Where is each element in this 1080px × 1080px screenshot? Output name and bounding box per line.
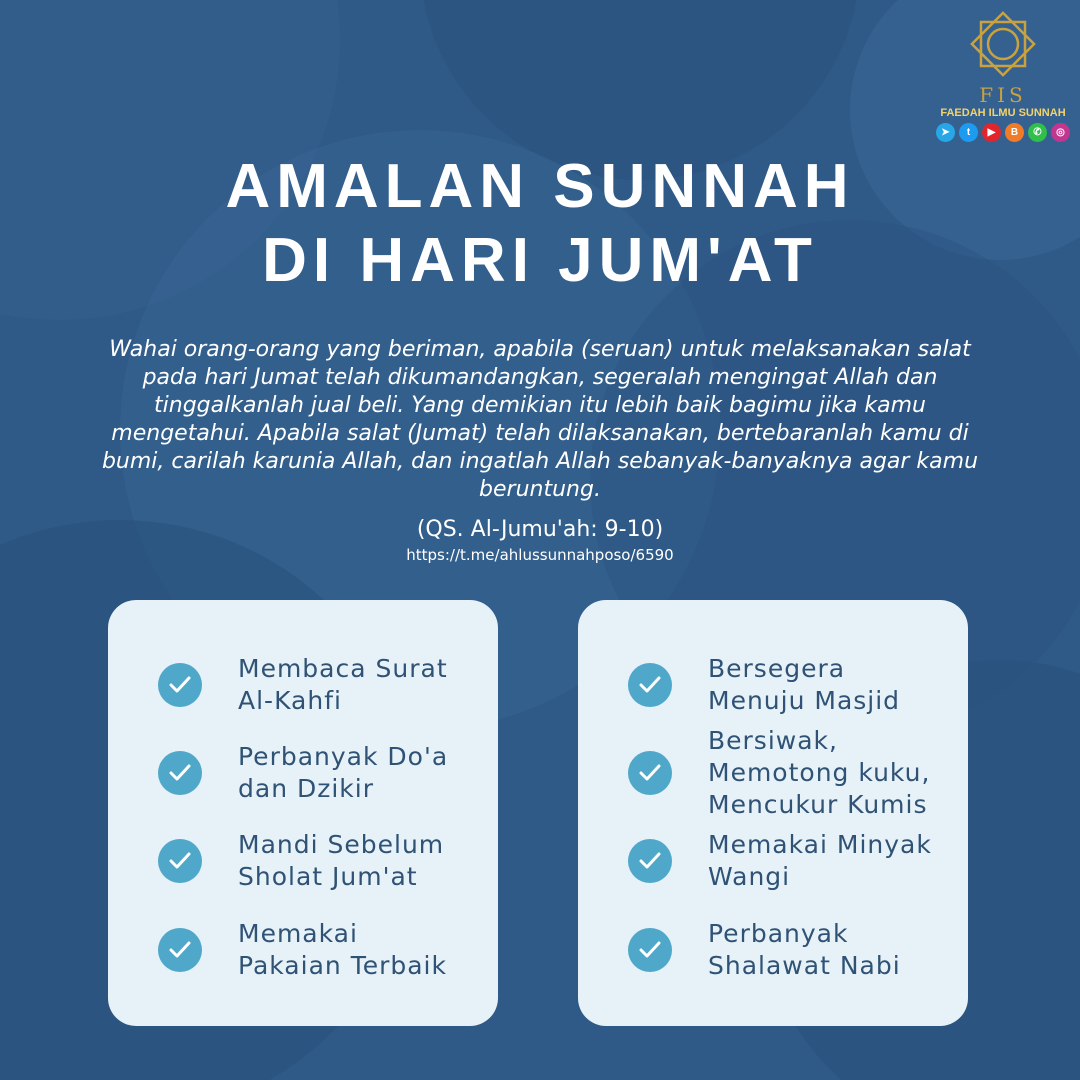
list-item-label: Membaca Surat Al-Kahfi [238,654,448,715]
check-icon [158,663,202,707]
instagram-icon[interactable]: ◎ [1051,123,1070,142]
list-item-label: Perbanyak Do'a dan Dzikir [238,742,449,803]
check-icon [158,928,202,972]
list-item [578,728,968,818]
list-item [108,640,498,730]
sunnah-list-right [578,600,968,1026]
list-item [108,905,498,995]
list-item [578,905,968,995]
title-line-2: DI HARI JUM'AT [262,226,818,295]
check-icon [628,751,672,795]
list-item-label: Bersiwak, Memotong kuku, Mencukur Kumis [708,726,931,819]
brand-name: FIS [979,83,1027,107]
list-item [578,640,968,730]
page-title [0,150,1080,298]
twitter-icon[interactable]: t [959,123,978,142]
list-item [108,728,498,818]
list-item-label: Bersegera Menuju Masjid [708,654,901,715]
list-item [108,816,498,906]
brand-subtitle: FAEDAH ILMU SUNNAH [940,107,1066,119]
title-line-1: AMALAN SUNNAH [225,152,855,221]
check-icon [158,839,202,883]
list-item [578,816,968,906]
brand-logo [932,6,1074,142]
youtube-icon[interactable]: ▶ [982,123,1001,142]
star-emblem-icon [965,6,1041,82]
quote-reference: (QS. Al-Jumu'ah: 9-10) [416,517,664,542]
whatsapp-icon[interactable]: ✆ [1028,123,1047,142]
list-item-label: Mandi Sebelum Sholat Jum'at [238,830,445,891]
blogger-icon[interactable]: B [1005,123,1024,142]
check-icon [628,663,672,707]
sunnah-list-left [108,600,498,1026]
check-icon [628,839,672,883]
check-icon [628,928,672,972]
social-icons [932,123,1074,142]
list-item-label: Perbanyak Shalawat Nabi [708,919,901,980]
source-link[interactable]: https://t.me/ahlussunnahposo/6590 [406,546,674,564]
check-icon [158,751,202,795]
quran-quote: Wahai orang-orang yang beriman, apabila (seruan) untuk melaksanakan salat pada hari Jumat telah dikumandangkan, segeralah mengingat Allah dan tinggalkanlah jual beli. Yang demikian itu lebih baik bagimu jika kamu mengetahui. Apabila salat (Jumat) telah dilaksanakan, bertebaranlah kamu di bumi, carilah karunia Allah, dan ingatlah Allah sebanyak-banyaknya agar kamu beruntung. [101,337,979,502]
list-item-label: Memakai Minyak Wangi [708,830,932,891]
telegram-icon[interactable]: ➤ [936,123,955,142]
list-item-label: Memakai Pakaian Terbaik [238,919,447,980]
